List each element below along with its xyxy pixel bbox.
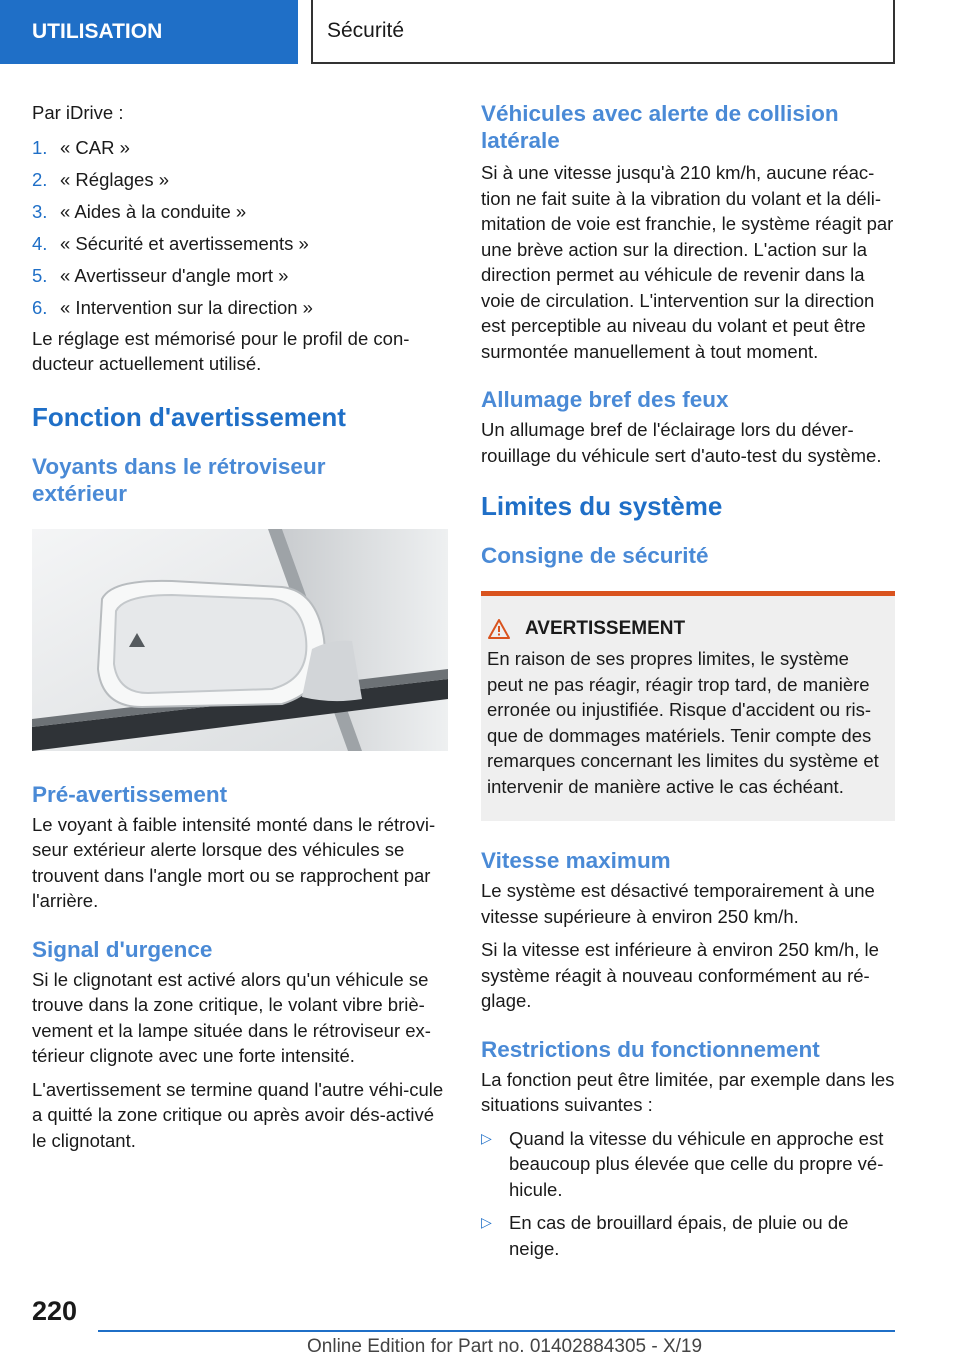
steps-list: [32, 132, 448, 324]
warning-text: En raison de ses propres limites, le système peut ne pas réagir, réagir trop tard, de manière erronée ou injustifiée. Risque d'accident ou ris‐que de dommages matériels. Tenir compte des remarques concernant les limites du système et intervenir de manière active le cas échéant.: [487, 648, 879, 797]
lighting-text: Un allumage bref de l'éclairage lors du déver‐rouillage du véhicule sert d'auto-test du système.: [481, 419, 882, 466]
heading-pre-alert: Pré-avertissement: [32, 781, 228, 807]
right-column: [481, 100, 895, 1269]
heading-voyants: Voyants dans le rétroviseur extérieur: [32, 453, 326, 506]
list-item: 3. « Aides à la conduite »: [32, 200, 247, 222]
list-item: 4. « Sécurité et avertissements »: [32, 232, 309, 254]
list-item: 2. « Réglages »: [32, 168, 170, 190]
list-item: 5. « Avertisseur d'angle mort »: [32, 264, 289, 286]
edition-text: Online Edition for Part no. 01402884305 - X/19: [307, 1336, 703, 1357]
heading-brief-lighting: Allumage bref des feux: [481, 387, 729, 412]
left-column: [32, 100, 448, 1161]
list-item: ▷ En cas de brouillard épais, de pluie ou de neige.: [481, 1210, 895, 1261]
signal-text-1: Si le clignotant est activé alors qu'un véhicule se trouve dans la zone critique, le volant vibre briè‐vement et la lampe située dans le rétroviseur ex‐térieur clignote avec une forte intensité.: [32, 968, 431, 1066]
section-tab-label: UTILISATION: [32, 20, 163, 43]
chapter-title: Sécurité: [327, 19, 405, 42]
warning-title: [487, 618, 889, 640]
warning-title-label: AVERTISSEMENT: [525, 618, 686, 639]
warning-triangle-icon: [487, 618, 511, 640]
section-tab: [0, 0, 298, 64]
heading-lateral-collision: Véhicules avec alerte de collision latérale: [481, 101, 839, 153]
footer-divider: [98, 1330, 895, 1332]
signal-text-2: L'avertissement se termine quand l'autre véhi‐cule a quitté la zone critique ou après avoir dés‐activé le clignotant.: [32, 1078, 444, 1151]
memo-text: Le réglage est mémorisé pour le profil de con‐ducteur actuellement utilisé.: [32, 327, 410, 374]
mirror-illustration: [32, 529, 448, 751]
page-number: 220: [32, 1296, 78, 1326]
warning-box: [481, 591, 895, 821]
restrictions-list: [481, 1126, 895, 1262]
intro-text: Par iDrive :: [32, 102, 124, 123]
pre-alert-text: Le voyant à faible intensité monté dans le rétrovi‐seur extérieur alerte lorsque des véhicules se trouvent dans l'angle mort ou se rapprochent par l'arrière.: [32, 813, 436, 911]
lateral-text: Si à une vitesse jusqu'à 210 km/h, aucune réac‐tion ne fait suite à la vibration du volant et la déli‐mitation de voie est franchie, le système réagit par une brève action sur la direction. L'action sur la direction permet au véhicule de revenir dans la voie de circulation. L'intervention sur la direction est perceptible au niveau du volant et peut être surmontée manuellement à tout moment.: [481, 162, 894, 362]
list-item: 6. « Intervention sur la direction »: [32, 296, 313, 318]
side-mirror-image: [32, 529, 448, 751]
bullet-triangle-icon: ▷: [481, 1214, 492, 1230]
heading-system-limits: Limites du système: [481, 491, 723, 521]
heading-emergency-signal: Signal d'urgence: [32, 936, 213, 962]
restrictions-text: La fonction peut être limitée, par exemple dans les situations suivantes :: [481, 1068, 895, 1115]
bullet-triangle-icon: ▷: [481, 1129, 492, 1146]
speed-text-2: Si la vitesse est inférieure à environ 250 km/h, le système réagit à nouveau conformément au ré‐glage.: [481, 939, 879, 1011]
chapter-header: [311, 0, 895, 64]
speed-text-1: Le système est désactivé temporairement à une vitesse supérieure à environ 250 km/h.: [481, 880, 875, 927]
list-item: 1. « CAR »: [32, 136, 130, 158]
heading-max-speed: Vitesse maximum: [481, 848, 671, 873]
heading-function: Fonction d'avertissement: [32, 401, 346, 432]
heading-safety-note: Consigne de sécurité: [481, 543, 709, 568]
heading-restrictions: Restrictions du fonctionnement: [481, 1036, 820, 1062]
list-item: ▷ Quand la vitesse du véhicule en approche est beaucoup plus élevée que celle du propre vé‐hicule.: [481, 1126, 895, 1203]
